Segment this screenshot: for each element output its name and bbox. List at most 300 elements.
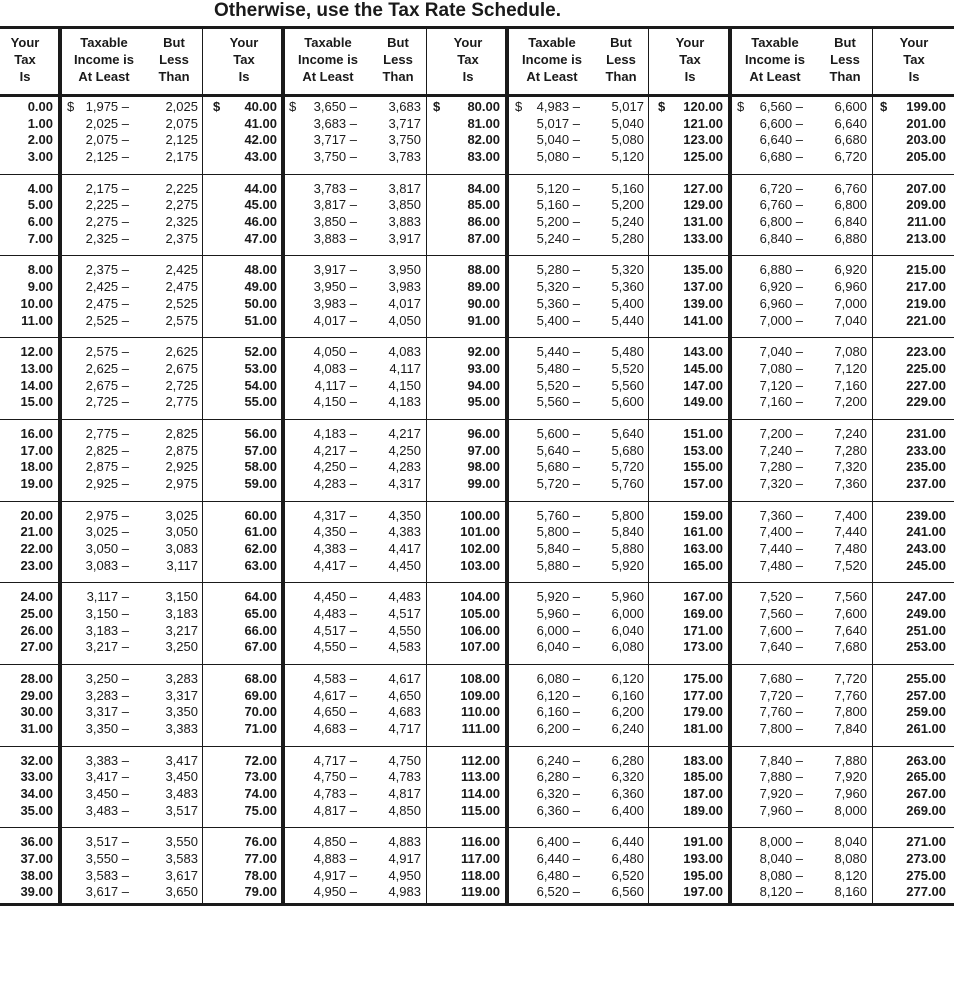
- table-cell-at-least: 4,350 –: [313, 524, 357, 540]
- table-cell-less-than: 6,440: [611, 834, 644, 850]
- table-cell-tax: 177.00: [683, 687, 723, 703]
- table-cell-less-than: 2,675: [165, 360, 198, 376]
- table-cell-less-than: 5,480: [611, 344, 644, 360]
- header-rule: [0, 94, 954, 97]
- table-cell-at-least: 4,483 –: [313, 605, 357, 621]
- table-cell-tax: 87.00: [467, 230, 500, 246]
- table-cell-less-than: 5,640: [611, 425, 644, 441]
- table-cell-tax: 19.00: [20, 475, 53, 491]
- table-cell-less-than: 7,640: [834, 622, 867, 638]
- table-cell-tax: 167.00: [683, 589, 723, 605]
- table-cell-at-least: 3,283 –: [85, 687, 129, 703]
- table-cell-tax: 105.00: [460, 605, 500, 621]
- table-cell-at-least: 4,217 –: [313, 442, 357, 458]
- table-cell-less-than: 4,717: [388, 721, 421, 736]
- table-cell-less-than: 6,840: [834, 214, 867, 230]
- table-cell-less-than: 3,850: [388, 197, 421, 213]
- table-cell-tax: 110.00: [460, 704, 500, 720]
- table-cell-tax: 227.00: [906, 377, 946, 393]
- table-cell-less-than: 2,375: [165, 230, 198, 246]
- table-cell-tax: 229.00: [906, 394, 946, 410]
- table-cell-less-than: 2,575: [165, 312, 198, 328]
- header-less-than: But Less Than: [605, 35, 637, 84]
- table-cell-tax: 23.00: [20, 557, 53, 573]
- table-cell-less-than: 7,200: [834, 394, 867, 410]
- table-cell-at-least: 6,400 –: [536, 834, 580, 850]
- table-cell-at-least: 3,317 –: [85, 704, 129, 720]
- table-cell-at-least: 7,040 –: [759, 344, 803, 360]
- table-cell-tax: 114.00: [460, 786, 500, 801]
- table-cell-tax: 16.00: [20, 425, 53, 441]
- table-cell-at-least: 3,817 –: [313, 197, 357, 213]
- table-cell-tax: 22.00: [20, 540, 53, 556]
- table-cell-tax: 123.00: [683, 132, 723, 148]
- table-cell-tax: 147.00: [683, 377, 723, 393]
- table-cell-less-than: 6,520: [611, 867, 644, 883]
- table-cell-at-least: 4,417 –: [313, 557, 357, 573]
- table-cell-less-than: 6,120: [611, 670, 644, 686]
- table-cell-at-least: 4,883 –: [313, 851, 357, 866]
- table-cell-tax: 78.00: [244, 867, 277, 883]
- table-cell-at-least: 5,840 –: [536, 540, 580, 556]
- table-cell-tax: 209.00: [906, 197, 946, 213]
- table-cell-at-least: 2,025 –: [85, 115, 129, 131]
- table-cell-tax: 125.00: [683, 149, 723, 165]
- table-cell-less-than: 3,917: [388, 230, 421, 246]
- table-cell-tax: 34.00: [20, 786, 53, 801]
- table-cell-less-than: 5,400: [611, 295, 644, 311]
- table-cell-tax: 217.00: [906, 279, 946, 295]
- group-rule: [0, 255, 954, 256]
- table-cell-less-than: 4,450: [388, 557, 421, 573]
- table-cell-at-least: 6,960 –: [759, 295, 803, 311]
- table-cell-tax: 165.00: [683, 557, 723, 573]
- table-cell-at-least: 2,525 –: [85, 312, 129, 328]
- table-cell-less-than: 4,850: [388, 802, 421, 818]
- header-less-than: But Less Than: [382, 35, 414, 84]
- table-cell-tax: 193.00: [683, 851, 723, 866]
- table-cell-tax: 245.00: [906, 557, 946, 573]
- table-cell-less-than: 3,683: [388, 99, 421, 114]
- table-cell-tax: 71.00: [244, 721, 277, 736]
- table-cell-tax: 118.00: [460, 867, 500, 883]
- table-cell-at-least: 5,017 –: [536, 115, 580, 131]
- table-cell-tax: 106.00: [460, 622, 500, 638]
- table-cell-at-least: 1,975 –: [85, 99, 129, 114]
- table-cell-less-than: 3,583: [165, 851, 198, 866]
- table-cell-less-than: 3,550: [165, 834, 198, 850]
- table-cell-tax: 103.00: [460, 557, 500, 573]
- table-cell-less-than: 5,800: [611, 507, 644, 523]
- table-cell-at-least: 5,120 –: [536, 180, 580, 196]
- table-cell-at-least: 6,440 –: [536, 851, 580, 866]
- table-cell-less-than: 7,840: [834, 721, 867, 736]
- group-rule: [0, 419, 954, 420]
- table-cell-tax: 157.00: [683, 475, 723, 491]
- table-cell-tax: 59.00: [244, 475, 277, 491]
- header-at-least: Taxable Income is At Least: [522, 35, 582, 84]
- table-cell-at-least: 5,320 –: [536, 279, 580, 295]
- table-cell-less-than: 3,117: [166, 557, 198, 573]
- table-cell-tax: 179.00: [683, 704, 723, 720]
- table-cell-at-least: 3,917 –: [313, 262, 357, 278]
- table-cell-tax: 4.00: [27, 180, 53, 196]
- table-cell-tax: 131.00: [683, 214, 723, 230]
- table-cell-tax: 10.00: [20, 295, 53, 311]
- column-divider-thick: [58, 29, 62, 903]
- table-cell-at-least: 5,200 –: [536, 214, 580, 230]
- table-cell-tax: 89.00: [467, 279, 500, 295]
- table-cell-at-least: 4,850 –: [313, 834, 357, 850]
- table-cell-tax: 271.00: [906, 834, 946, 850]
- table-cell-tax: 46.00: [244, 214, 277, 230]
- table-cell-less-than: 2,275: [165, 197, 198, 213]
- table-cell-tax: 155.00: [683, 459, 723, 475]
- table-cell-less-than: 4,283: [388, 459, 421, 475]
- table-cell-at-least: 7,720 –: [759, 687, 803, 703]
- group-rule: [0, 664, 954, 665]
- table-cell-at-least: 6,040 –: [536, 639, 580, 655]
- table-cell-tax: 50.00: [244, 295, 277, 311]
- table-cell-tax: 2.00: [27, 132, 53, 148]
- table-cell-at-least: 7,400 –: [759, 524, 803, 540]
- dollar-sign: $: [213, 99, 221, 114]
- table-cell-less-than: 5,240: [611, 214, 644, 230]
- table-cell-tax: 17.00: [20, 442, 53, 458]
- table-cell-less-than: 3,517: [165, 802, 198, 818]
- table-cell-less-than: 4,617: [388, 670, 421, 686]
- table-cell-tax: 0.00: [27, 99, 53, 114]
- header-your-tax-is: Your Tax Is: [675, 35, 705, 84]
- table-cell-tax: 56.00: [244, 425, 277, 441]
- table-cell-less-than: 3,317: [165, 687, 198, 703]
- table-cell-tax: 37.00: [20, 851, 53, 866]
- table-cell-less-than: 5,360: [611, 279, 644, 295]
- table-cell-less-than: 4,217: [388, 425, 421, 441]
- header-at-least: Taxable Income is At Least: [745, 35, 805, 84]
- table-cell-tax: 24.00: [20, 589, 53, 605]
- table-cell-less-than: 4,317: [388, 475, 421, 491]
- table-cell-less-than: 6,760: [834, 180, 867, 196]
- table-cell-less-than: 3,417: [165, 752, 198, 768]
- table-cell-at-least: 4,917 –: [313, 867, 357, 883]
- table-cell-at-least: 6,800 –: [759, 214, 803, 230]
- table-cell-less-than: 3,250: [165, 639, 198, 655]
- table-cell-tax: 129.00: [683, 197, 723, 213]
- table-cell-tax: 39.00: [20, 884, 53, 900]
- table-cell-less-than: 2,625: [165, 344, 198, 360]
- table-cell-tax: 225.00: [906, 360, 946, 376]
- table-cell-tax: 159.00: [683, 507, 723, 523]
- header-less-than: But Less Than: [158, 35, 190, 84]
- table-cell-tax: 67.00: [244, 639, 277, 655]
- table-cell-at-least: 7,960 –: [759, 802, 803, 818]
- table-cell-at-least: 4,117 –: [314, 377, 357, 393]
- column-divider-thick: [728, 29, 732, 903]
- table-cell-tax: 35.00: [20, 802, 53, 818]
- table-cell-at-least: 2,625 –: [85, 360, 129, 376]
- table-cell-tax: 173.00: [683, 639, 723, 655]
- table-cell-less-than: 7,680: [834, 639, 867, 655]
- table-cell-less-than: 8,000: [834, 802, 867, 818]
- table-cell-tax: 189.00: [683, 802, 723, 818]
- table-cell-less-than: 4,050: [388, 312, 421, 328]
- table-cell-tax: 36.00: [20, 834, 53, 850]
- table-cell-at-least: 7,000 –: [759, 312, 803, 328]
- table-cell-less-than: 5,120: [611, 149, 644, 165]
- table-cell-at-least: 7,600 –: [759, 622, 803, 638]
- table-cell-tax: 92.00: [467, 344, 500, 360]
- table-cell-tax: 197.00: [683, 884, 723, 900]
- table-cell-tax: 40.00: [244, 99, 277, 114]
- table-cell-at-least: 3,483 –: [85, 802, 129, 818]
- dollar-sign: $: [433, 99, 441, 114]
- table-cell-less-than: 5,960: [611, 589, 644, 605]
- table-cell-at-least: 3,550 –: [85, 851, 129, 866]
- table-cell-tax: 141.00: [683, 312, 723, 328]
- table-cell-at-least: 2,575 –: [85, 344, 129, 360]
- header-your-tax-is: Your Tax Is: [453, 35, 483, 84]
- table-cell-at-least: 8,040 –: [759, 851, 803, 866]
- table-cell-less-than: 2,325: [165, 214, 198, 230]
- table-cell-less-than: 7,160: [834, 377, 867, 393]
- dollar-sign: $: [515, 99, 523, 114]
- table-cell-at-least: 4,050 –: [313, 344, 357, 360]
- table-cell-less-than: 4,550: [388, 622, 421, 638]
- table-cell-tax: 161.00: [683, 524, 723, 540]
- table-cell-at-least: 5,400 –: [536, 312, 580, 328]
- table-cell-at-least: 2,975 –: [85, 507, 129, 523]
- table-cell-less-than: 4,983: [388, 884, 421, 900]
- table-cell-at-least: 4,317 –: [313, 507, 357, 523]
- table-cell-at-least: 3,983 –: [313, 295, 357, 311]
- table-cell-tax: 219.00: [906, 295, 946, 311]
- table-cell-tax: 104.00: [460, 589, 500, 605]
- table-cell-at-least: 4,017 –: [313, 312, 357, 328]
- table-cell-less-than: 4,483: [388, 589, 421, 605]
- table-cell-at-least: 5,800 –: [536, 524, 580, 540]
- table-cell-tax: 183.00: [683, 752, 723, 768]
- table-cell-less-than: 2,075: [165, 115, 198, 131]
- header-your-tax-is: Your Tax Is: [229, 35, 259, 84]
- table-cell-at-least: 6,280 –: [536, 769, 580, 785]
- table-cell-at-least: 6,680 –: [759, 149, 803, 165]
- table-cell-tax: 14.00: [20, 377, 53, 393]
- table-cell-less-than: 7,040: [834, 312, 867, 328]
- table-cell-less-than: 6,200: [611, 704, 644, 720]
- table-cell-tax: 7.00: [27, 230, 53, 246]
- table-cell-less-than: 2,025: [165, 99, 198, 114]
- table-cell-tax: 111.00: [461, 721, 500, 736]
- table-cell-less-than: 4,683: [388, 704, 421, 720]
- table-cell-tax: 101.00: [460, 524, 500, 540]
- table-cell-at-least: 7,560 –: [759, 605, 803, 621]
- table-cell-less-than: 3,483: [165, 786, 198, 801]
- table-cell-at-least: 3,217 –: [85, 639, 129, 655]
- table-cell-less-than: 8,080: [834, 851, 867, 866]
- table-cell-at-least: 5,520 –: [536, 377, 580, 393]
- table-cell-less-than: 7,400: [834, 507, 867, 523]
- table-cell-at-least: 3,650 –: [313, 99, 357, 114]
- table-cell-tax: 215.00: [906, 262, 946, 278]
- table-cell-tax: 185.00: [683, 769, 723, 785]
- table-cell-less-than: 8,160: [834, 884, 867, 900]
- table-cell-at-least: 2,925 –: [85, 475, 129, 491]
- table-cell-at-least: 5,480 –: [536, 360, 580, 376]
- table-cell-at-least: 5,360 –: [536, 295, 580, 311]
- table-cell-tax: 127.00: [683, 180, 723, 196]
- table-cell-at-least: 4,083 –: [313, 360, 357, 376]
- table-cell-less-than: 6,960: [834, 279, 867, 295]
- table-cell-tax: 65.00: [244, 605, 277, 621]
- table-cell-less-than: 3,617: [165, 867, 198, 883]
- table-cell-less-than: 3,717: [388, 115, 421, 131]
- table-cell-tax: 112.00: [460, 752, 500, 768]
- table-cell-at-least: 7,920 –: [759, 786, 803, 801]
- table-cell-less-than: 6,000: [611, 605, 644, 621]
- table-cell-tax: 1.00: [27, 115, 53, 131]
- table-cell-less-than: 4,083: [388, 344, 421, 360]
- table-cell-tax: 102.00: [460, 540, 500, 556]
- table-cell-less-than: 4,883: [388, 834, 421, 850]
- table-cell-tax: 237.00: [906, 475, 946, 491]
- table-cell-at-least: 4,550 –: [313, 639, 357, 655]
- table-cell-less-than: 3,283: [165, 670, 198, 686]
- table-cell-tax: 42.00: [244, 132, 277, 148]
- table-cell-tax: 119.00: [460, 884, 500, 900]
- table-cell-at-least: 7,840 –: [759, 752, 803, 768]
- table-cell-less-than: 4,817: [388, 786, 421, 801]
- table-cell-less-than: 6,080: [611, 639, 644, 655]
- table-cell-tax: 117.00: [460, 851, 500, 866]
- table-cell-at-least: 3,617 –: [85, 884, 129, 900]
- table-cell-at-least: 6,600 –: [759, 115, 803, 131]
- table-cell-less-than: 7,440: [834, 524, 867, 540]
- table-cell-tax: 259.00: [906, 704, 946, 720]
- dollar-sign: $: [737, 99, 745, 114]
- table-cell-tax: 107.00: [460, 639, 500, 655]
- table-cell-tax: 95.00: [467, 394, 500, 410]
- table-cell-less-than: 6,040: [611, 622, 644, 638]
- table-cell-tax: 64.00: [244, 589, 277, 605]
- table-cell-less-than: 4,750: [388, 752, 421, 768]
- table-cell-less-than: 2,475: [165, 279, 198, 295]
- table-cell-at-least: 5,240 –: [536, 230, 580, 246]
- table-cell-less-than: 5,760: [611, 475, 644, 491]
- table-cell-tax: 205.00: [906, 149, 946, 165]
- table-cell-tax: 253.00: [906, 639, 946, 655]
- table-cell-at-least: 2,075 –: [85, 132, 129, 148]
- table-cell-at-least: 6,880 –: [759, 262, 803, 278]
- table-cell-less-than: 5,040: [611, 115, 644, 131]
- table-cell-less-than: 3,383: [165, 721, 198, 736]
- table-cell-at-least: 6,000 –: [536, 622, 580, 638]
- table-cell-less-than: 6,720: [834, 149, 867, 165]
- table-cell-less-than: 2,875: [165, 442, 198, 458]
- table-cell-tax: 115.00: [460, 802, 500, 818]
- table-cell-tax: 181.00: [683, 721, 723, 736]
- table-cell-tax: 207.00: [906, 180, 946, 196]
- table-cell-less-than: 6,320: [611, 769, 644, 785]
- table-cell-tax: 25.00: [20, 605, 53, 621]
- table-cell-less-than: 5,600: [611, 394, 644, 410]
- table-cell-tax: 133.00: [683, 230, 723, 246]
- table-cell-less-than: 3,183: [165, 605, 198, 621]
- table-cell-at-least: 2,675 –: [85, 377, 129, 393]
- table-cell-tax: 55.00: [244, 394, 277, 410]
- table-cell-at-least: 7,760 –: [759, 704, 803, 720]
- table-cell-at-least: 7,880 –: [759, 769, 803, 785]
- table-cell-less-than: 7,080: [834, 344, 867, 360]
- table-cell-less-than: 7,520: [834, 557, 867, 573]
- table-cell-less-than: 7,600: [834, 605, 867, 621]
- table-cell-at-least: 5,280 –: [536, 262, 580, 278]
- table-cell-less-than: 3,150: [165, 589, 198, 605]
- table-cell-less-than: 5,720: [611, 459, 644, 475]
- table-cell-tax: 263.00: [906, 752, 946, 768]
- table-cell-at-least: 4,283 –: [313, 475, 357, 491]
- table-cell-less-than: 5,160: [611, 180, 644, 196]
- table-cell-at-least: 2,125 –: [85, 149, 129, 165]
- table-cell-tax: 231.00: [906, 425, 946, 441]
- table-cell-less-than: 6,640: [834, 115, 867, 131]
- table-cell-less-than: 7,480: [834, 540, 867, 556]
- table-cell-at-least: 5,440 –: [536, 344, 580, 360]
- table-cell-at-least: 3,183 –: [85, 622, 129, 638]
- table-cell-less-than: 5,920: [611, 557, 644, 573]
- table-cell-tax: 54.00: [244, 377, 277, 393]
- table-cell-at-least: 7,160 –: [759, 394, 803, 410]
- table-cell-less-than: 2,975: [165, 475, 198, 491]
- table-cell-at-least: 6,120 –: [536, 687, 580, 703]
- table-cell-tax: 45.00: [244, 197, 277, 213]
- table-cell-at-least: 3,350 –: [85, 721, 129, 736]
- table-cell-at-least: 5,160 –: [536, 197, 580, 213]
- table-cell-at-least: 4,183 –: [313, 425, 357, 441]
- table-cell-less-than: 4,350: [388, 507, 421, 523]
- table-cell-tax: 94.00: [467, 377, 500, 393]
- table-cell-tax: 93.00: [467, 360, 500, 376]
- table-cell-tax: 137.00: [683, 279, 723, 295]
- table-cell-at-least: 3,517 –: [85, 834, 129, 850]
- table-cell-at-least: 4,517 –: [313, 622, 357, 638]
- table-cell-tax: 49.00: [244, 279, 277, 295]
- table-cell-less-than: 5,880: [611, 540, 644, 556]
- dollar-sign: $: [658, 99, 666, 114]
- table-cell-at-least: 3,025 –: [85, 524, 129, 540]
- dollar-sign: $: [880, 99, 888, 114]
- table-cell-less-than: 6,800: [834, 197, 867, 213]
- table-cell-less-than: 7,960: [834, 786, 867, 801]
- table-cell-tax: 69.00: [244, 687, 277, 703]
- table-cell-tax: 61.00: [244, 524, 277, 540]
- table-cell-at-least: 7,440 –: [759, 540, 803, 556]
- table-cell-at-least: 4,617 –: [313, 687, 357, 703]
- table-cell-at-least: 3,750 –: [313, 149, 357, 165]
- table-cell-at-least: 5,600 –: [536, 425, 580, 441]
- table-cell-tax: 96.00: [467, 425, 500, 441]
- table-cell-tax: 3.00: [27, 149, 53, 165]
- column-divider-thin: [872, 29, 873, 903]
- table-cell-less-than: 3,983: [388, 279, 421, 295]
- column-divider-thin: [426, 29, 427, 903]
- table-cell-less-than: 6,240: [611, 721, 644, 736]
- table-cell-less-than: 4,783: [388, 769, 421, 785]
- table-cell-at-least: 2,875 –: [85, 459, 129, 475]
- table-cell-tax: 77.00: [244, 851, 277, 866]
- table-cell-less-than: 6,600: [834, 99, 867, 114]
- table-cell-tax: 249.00: [906, 605, 946, 621]
